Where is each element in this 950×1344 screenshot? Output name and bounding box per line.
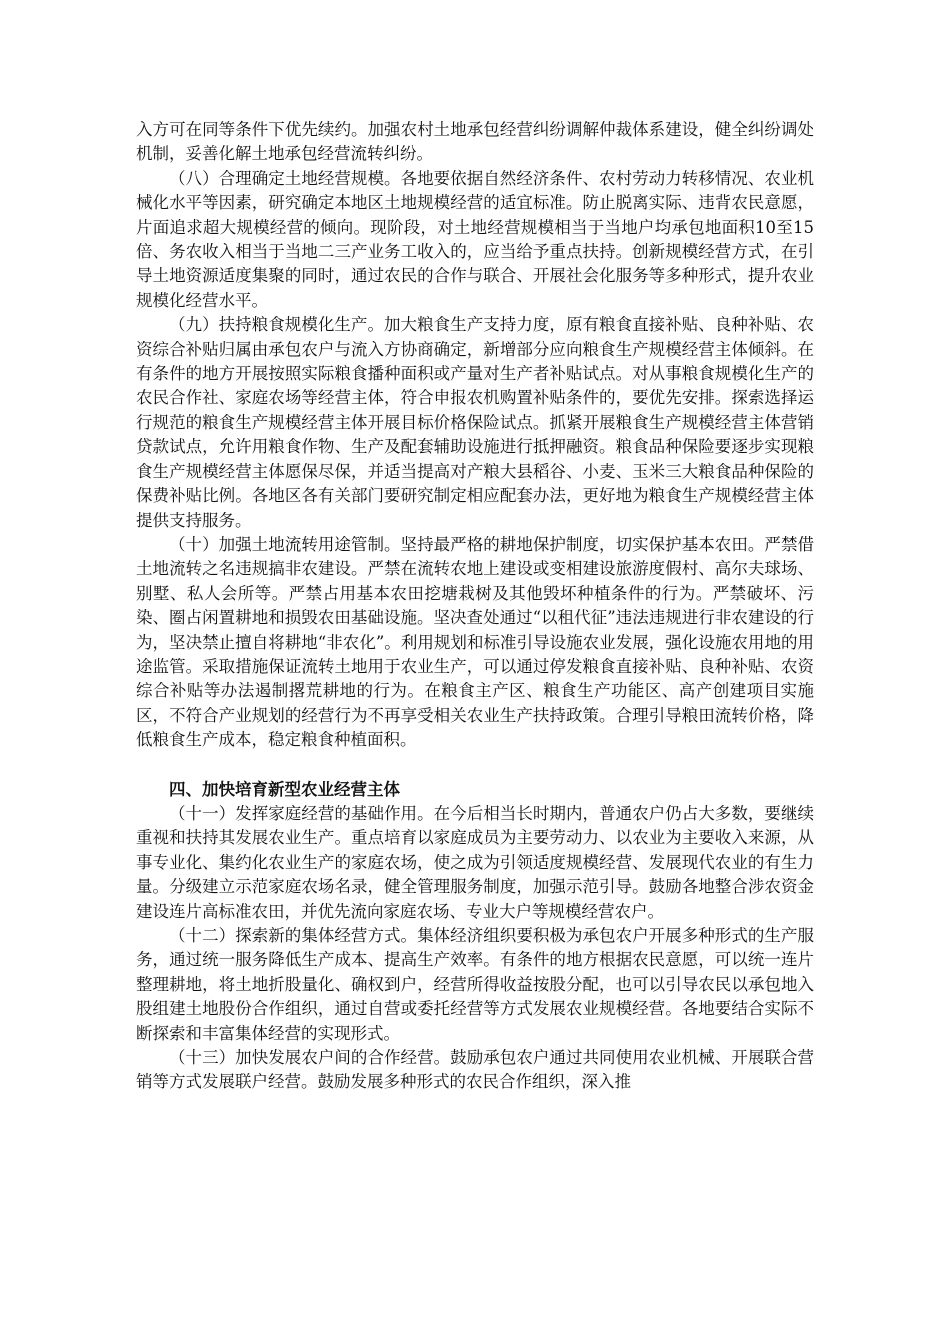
paragraph-item-11: （十一）发挥家庭经营的基础作用。在今后相当长时期内，普通农户仍占大多数，要继续重视和扶持其发展农业生产。重点培育以家庭成员为主要劳动力、以农业为主要收入来源，从事专业化、集约化农业生产的家庭农场，使之成为引领适度规模经营、发展现代农业的有生力量。分级建立示范家庭农场名录，健全管理服务制度，加强示范引导。鼓励各地整合涉农资金建设连片高标准农田，并优先流向家庭农场、专业大户等规模经营农户。 xyxy=(136,803,814,921)
document-page xyxy=(136,118,814,1095)
paragraph-item-8: （八）合理确定土地经营规模。各地要依据自然经济条件、农村劳动力转移情况、农业机械化水平等因素，研究确定本地区土地规模经营的适宜标准。防止脱离实际、违背农民意愿，片面追求超大规模经营的倾向。现阶段，对土地经营规模相当于当地户均承包地面积10至15倍、务农收入相当于当地二三产业务工收入的，应当给予重点扶持。创新规模经营方式，在引导土地资源适度集聚的同时，通过农民的合作与联合、开展社会化服务等多种形式，提升农业规模化经营水平。 xyxy=(136,168,814,310)
paragraph-continuation: 入方可在同等条件下优先续约。加强农村土地承包经营纠纷调解仲裁体系建设，健全纠纷调处机制，妥善化解土地承包经营流转纠纷。 xyxy=(136,120,814,164)
paragraph-item-9: （九）扶持粮食规模化生产。加大粮食生产支持力度，原有粮食直接补贴、良种补贴、农资综合补贴归属由承包农户与流入方协商确定，新增部分应向粮食生产规模经营主体倾斜。在有条件的地方开展按照实际粮食播种面积或产量对生产者补贴试点。对从事粮食规模化生产的农民合作社、家庭农场等经营主体，符合申报农机购置补贴条件的，要优先安排。探索选择运行规范的粮食生产规模经营主体开展目标价格保险试点。抓紧开展粮食生产规模经营主体营销贷款试点，允许用粮食作物、生产及配套辅助设施进行抵押融资。粮食品种保险要逐步实现粮食生产规模经营主体愿保尽保，并适当提高对产粮大县稻谷、小麦、玉米三大粮食品种保险的保费补贴比例。各地区各有关部门要研究制定相应配套办法，更好地为粮食生产规模经营主体提供支持服务。 xyxy=(136,315,814,530)
paragraph-item-10: （十）加强土地流转用途管制。坚持最严格的耕地保护制度，切实保护基本农田。严禁借土地流转之名违规搞非农建设。严禁在流转农地上建设或变相建设旅游度假村、高尔夫球场、别墅、私人会所等。严禁占用基本农田挖塘栽树及其他毁坏种植条件的行为。严禁破坏、污染、圈占闲置耕地和损毁农田基础设施。坚决查处通过“以租代征”违法违规进行非农建设的行为，坚决禁止擅自将耕地“非农化”。利用规划和标准引导设施农业发展，强化设施农用地的用途监管。采取措施保证流转土地用于农业生产，可以通过停发粮食直接补贴、良种补贴、农资综合补贴等办法遏制撂荒耕地的行为。在粮食主产区、粮食生产功能区、高产创建项目实施区，不符合产业规划的经营行为不再享受相关农业生产扶持政策。合理引导粮田流转价格，降低粮食生产成本，稳定粮食种植面积。 xyxy=(136,534,814,750)
section-heading: 四、加快培育新型农业经营主体 xyxy=(169,779,400,799)
paragraph-item-12: （十二）探索新的集体经营方式。集体经济组织要积极为承包农户开展多种形式的生产服务，通过统一服务降低生产成本、提高生产效率。有条件的地方根据农民意愿，可以统一连片整理耕地，将土地折股量化、确权到户，经营所得收益按股分配，也可以引导农民以承包地入股组建土地股份合作组织，通过自营或委托经营等方式发展农业规模经营。各地要结合实际不断探索和丰富集体经营的实现形式。 xyxy=(136,926,814,1043)
paragraph-item-13: （十三）加快发展农户间的合作经营。鼓励承包农户通过共同使用农业机械、开展联合营销等方式发展联户经营。鼓励发展多种形式的农民合作组织，深入推 xyxy=(136,1048,814,1092)
